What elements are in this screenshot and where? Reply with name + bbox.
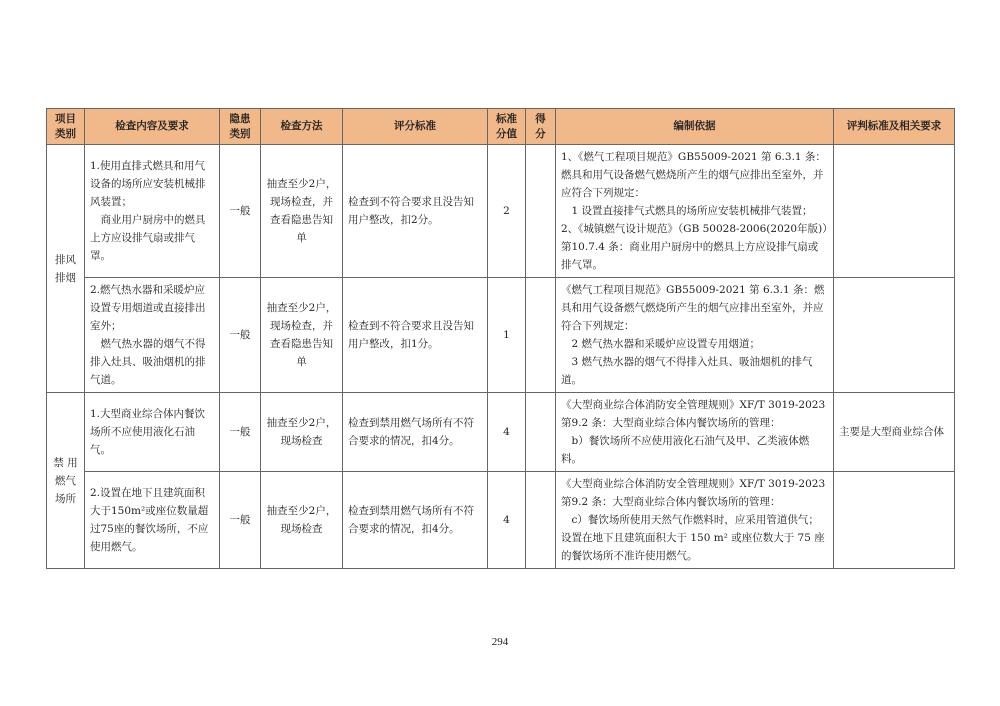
header-basis: 编制依据 <box>556 109 834 145</box>
remarks-cell <box>834 472 955 569</box>
method-cell: 抽查至少2户，现场检查 <box>261 393 343 472</box>
table-row <box>47 472 955 569</box>
score-std-cell: 1 <box>488 278 526 393</box>
table-row <box>47 145 955 278</box>
content-cell: 2.设置在地下且建筑面积大于150m²或座位数量超过75座的餐饮场所，不应使用燃气。 <box>85 472 220 569</box>
remarks-cell <box>834 145 955 278</box>
category-cell: 禁 用 燃气 场所 <box>47 393 85 569</box>
table-row <box>47 278 955 393</box>
inspection-table <box>46 108 955 569</box>
header-hazard: 隐患 类别 <box>220 109 261 145</box>
content-cell: 1.使用直排式燃具和用气设备的场所应安装机械排风装置； 商业用户厨房中的燃具上方应设排气扇或排气罩。 <box>85 145 220 278</box>
method-cell: 抽查至少2户，现场检查，并查看隐患告知单 <box>261 278 343 393</box>
score-cell <box>526 278 556 393</box>
header-row <box>47 109 955 145</box>
method-cell: 抽查至少2户，现场检查 <box>261 472 343 569</box>
score-std-cell: 4 <box>488 393 526 472</box>
hazard-cell: 一般 <box>220 393 261 472</box>
content-cell: 1.大型商业综合体内餐饮场所不应使用液化石油气。 <box>85 393 220 472</box>
criteria-cell: 检查到不符合要求且没告知用户整改，扣2分。 <box>343 145 488 278</box>
basis-cell: 《大型商业综合体消防安全管理规则》XF/T 3019-2023 第9.2 条：大型商业综合体内餐饮场所的管理： b）餐饮场所不应使用液化石油气及甲、乙类液体燃料。 <box>556 393 834 472</box>
header-content: 检查内容及要求 <box>85 109 220 145</box>
remarks-cell <box>834 278 955 393</box>
criteria-cell: 检查到不符合要求且没告知用户整改，扣1分。 <box>343 278 488 393</box>
basis-cell: 《燃气工程项目规范》GB55009-2021 第 6.3.1 条：燃具和用气设备燃气燃烧所产生的烟气应排出至室外，并应符合下列规定： 2 燃气热水器和采暖炉应设置专用烟道； 3 燃气热水器的烟气不得排入灶具、吸油烟机的排气道。 <box>556 278 834 393</box>
category-cell: 排风 排烟 <box>47 145 85 393</box>
header-criteria: 评分标准 <box>343 109 488 145</box>
header-score: 得 分 <box>526 109 556 145</box>
criteria-cell: 检查到禁用燃气场所有不符合要求的情况，扣4分。 <box>343 393 488 472</box>
criteria-cell: 检查到禁用燃气场所有不符合要求的情况，扣4分。 <box>343 472 488 569</box>
header-score-std: 标准 分值 <box>488 109 526 145</box>
score-std-cell: 2 <box>488 145 526 278</box>
score-cell <box>526 145 556 278</box>
header-method: 检查方法 <box>261 109 343 145</box>
content-cell: 2.燃气热水器和采暖炉应设置专用烟道或直接排出室外； 燃气热水器的烟气不得排入灶具、吸油烟机的排气道。 <box>85 278 220 393</box>
basis-cell: 《大型商业综合体消防安全管理规则》XF/T 3019-2023 第9.2 条：大型商业综合体内餐饮场所的管理： c）餐饮场所使用天然气作燃料时，应采用管道供气；设置在地下且建筑面积大于 150 m² 或座位数大于 75 座的餐饮场所不准许使用燃气。 <box>556 472 834 569</box>
score-cell <box>526 393 556 472</box>
page-number: 294 <box>491 636 509 648</box>
score-std-cell: 4 <box>488 472 526 569</box>
hazard-cell: 一般 <box>220 278 261 393</box>
basis-cell: 1、《燃气工程项目规范》GB55009-2021 第 6.3.1 条：燃具和用气设备燃气燃烧所产生的烟气应排出至室外，并应符合下列规定： 1 设置直接排气式燃具的场所应安装机械排气装置； 2、《城镇燃气设计规范》（GB 50028-2006(2020年版)）第10.7.4 条：商业用户厨房中的燃具上方应设排气扇或排气罩。 <box>556 145 834 278</box>
table-row <box>47 393 955 472</box>
method-cell: 抽查至少2户，现场检查，并查看隐患告知单 <box>261 145 343 278</box>
hazard-cell: 一般 <box>220 472 261 569</box>
remarks-cell: 主要是大型商业综合体 <box>834 393 955 472</box>
header-category: 项目 类别 <box>47 109 85 145</box>
hazard-cell: 一般 <box>220 145 261 278</box>
header-remarks: 评判标准及相关要求 <box>834 109 955 145</box>
score-cell <box>526 472 556 569</box>
